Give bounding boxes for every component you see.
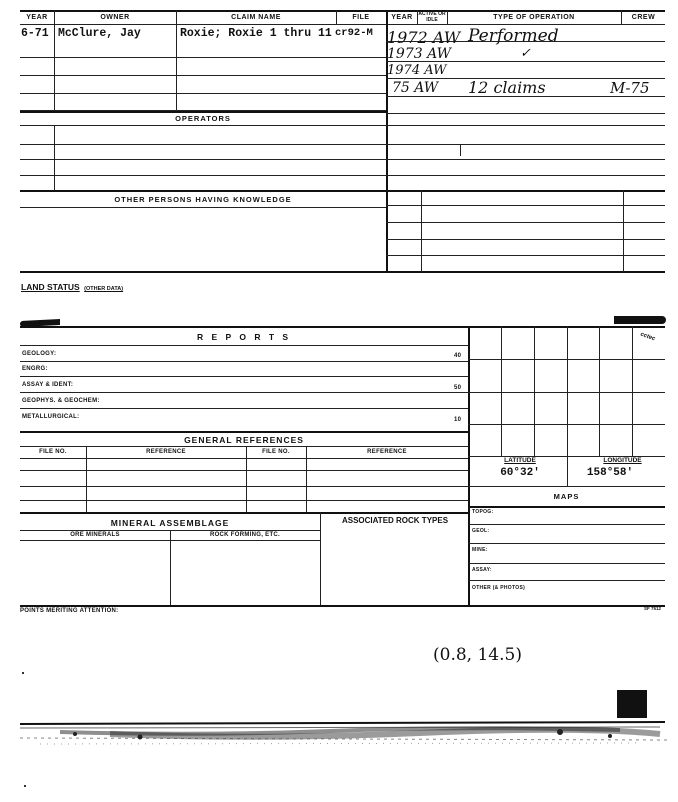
divider — [306, 446, 307, 512]
row-rule — [20, 361, 468, 362]
row-rule — [20, 144, 665, 145]
record-file: cr92-M — [335, 27, 373, 39]
row-rule — [468, 524, 665, 525]
map-row-label: GEOL: — [472, 528, 490, 534]
divider — [421, 190, 422, 272]
col-header-claim-name: CLAIM NAME — [231, 14, 281, 21]
row-rule — [20, 125, 665, 126]
divider — [447, 10, 448, 24]
grid-line — [599, 326, 600, 456]
ore-minerals-header: ORE MINERALS — [70, 532, 120, 538]
col-header-year: YEAR — [26, 14, 48, 21]
divider — [176, 10, 177, 110]
grid-line — [632, 326, 633, 456]
divider — [621, 10, 622, 24]
longitude-value: 158°58' — [586, 467, 634, 479]
row-rule — [20, 392, 468, 393]
reports-heading: R E P O R T S — [196, 332, 292, 342]
land-status-heading — [21, 277, 123, 295]
divider — [417, 10, 418, 24]
row-rule — [20, 446, 468, 447]
row-rule — [20, 486, 468, 487]
ref-header-file-no: FILE NO. — [262, 449, 290, 455]
report-code: 40 — [454, 353, 462, 359]
log-type-1: Performed — [468, 26, 559, 46]
handwritten-coordinates: (0.8, 14.5) — [433, 645, 522, 665]
divider — [54, 10, 55, 110]
latitude-label: LATITUDE — [504, 457, 536, 464]
row-rule — [20, 93, 386, 94]
row-rule — [20, 431, 468, 433]
form-number: SF 7512 — [644, 606, 662, 611]
report-label: ASSAY & IDENT: — [22, 382, 74, 388]
rock-forming-header: ROCK FORMING, ETC. — [209, 532, 281, 538]
row-rule — [468, 580, 665, 581]
grid-line — [501, 326, 502, 456]
maps-heading: MAPS — [553, 492, 580, 501]
row-rule — [20, 458, 468, 459]
col-header-file: FILE — [352, 14, 370, 21]
other-persons-heading: OTHER PERSONS HAVING KNOWLEDGE — [114, 195, 292, 204]
land-status-sublabel: (OTHER DATA) — [84, 286, 124, 292]
divider — [86, 446, 87, 512]
top-border — [20, 10, 665, 12]
row-rule — [20, 159, 665, 160]
scan-artifact — [614, 316, 666, 324]
scan-speck — [22, 672, 24, 674]
col-header-crew: CREW — [631, 14, 656, 21]
log-year-1: 1972 AW — [387, 28, 461, 47]
ref-header-reference: REFERENCE — [146, 449, 186, 455]
divider — [320, 512, 321, 605]
grid-note: cctec — [639, 331, 656, 343]
col-header-year-right: YEAR — [391, 14, 413, 21]
row-rule — [20, 512, 468, 514]
log-crew-4: M-75 — [610, 79, 650, 97]
col-header-type-of-operation: TYPE OF OPERATION — [493, 14, 575, 21]
latitude-value: 60°32' — [500, 467, 540, 479]
section-bottom-rule — [20, 271, 665, 273]
land-status-label: LAND STATUS — [21, 282, 80, 292]
row-rule — [468, 486, 665, 487]
row-rule — [20, 376, 468, 377]
row-rule — [20, 408, 468, 409]
map-row-label: ASSAY: — [472, 567, 492, 573]
row-rule — [468, 543, 665, 544]
report-code: 50 — [454, 385, 462, 391]
row-rule — [20, 470, 468, 471]
grid-line — [468, 392, 665, 393]
ref-header-reference: REFERENCE — [367, 449, 407, 455]
log-type-4: 12 claims — [468, 78, 546, 97]
divider — [460, 144, 461, 156]
row-rule — [20, 75, 386, 76]
general-references-heading: GENERAL REFERENCES — [184, 435, 304, 445]
row-rule — [20, 57, 386, 58]
operators-heading: OPERATORS — [175, 114, 231, 123]
divider — [54, 125, 55, 190]
reports-top-rule — [20, 326, 665, 328]
scan-speck — [24, 785, 26, 787]
col-header-active-idle: ACTIVE OR IDLE — [418, 11, 446, 23]
row-rule — [20, 500, 468, 501]
row-rule — [20, 207, 386, 208]
associated-rock-types-heading: ASSOCIATED ROCK TYPES — [341, 516, 449, 525]
record-claim-name: Roxie; Roxie 1 thru 11 — [180, 27, 332, 40]
record-year: 6-71 — [21, 27, 49, 40]
points-meriting-attention: POINTS MERITING ATTENTION: — [20, 608, 119, 614]
log-year-4: 75 AW — [392, 80, 439, 96]
map-row-label: MINE: — [472, 547, 488, 553]
log-year-2: 1973 AW — [387, 46, 452, 62]
report-code: 10 — [454, 417, 462, 423]
mineral-assemblage-heading: MINERAL ASSEMBLAGE — [110, 518, 230, 528]
ref-header-file-no: FILE NO. — [39, 449, 67, 455]
map-row-label: TOPOG: — [472, 509, 494, 515]
row-rule — [468, 563, 665, 564]
scan-noise-band — [0, 710, 678, 760]
longitude-label: LONGITUDE — [603, 457, 642, 464]
divider — [246, 446, 247, 512]
operators-top-rule — [20, 111, 386, 113]
header-bottom-rule — [20, 24, 665, 25]
report-label: GEOPHYS. & GEOCHEM: — [22, 398, 100, 404]
log-rule — [386, 113, 665, 114]
grid-line — [468, 359, 665, 360]
row-rule — [20, 345, 468, 346]
report-label: METALLURGICAL: — [22, 414, 80, 420]
divider — [336, 10, 337, 24]
map-row-label: OTHER (& PHOTOS) — [472, 585, 526, 591]
divider — [170, 530, 171, 605]
row-rule — [468, 506, 665, 508]
reports-bottom-rule — [20, 605, 665, 607]
log-type-2: ✓ — [520, 46, 531, 61]
row-rule — [20, 175, 665, 176]
report-label: GEOLOGY: — [22, 351, 57, 357]
log-year-3: 1974 AW — [387, 63, 447, 78]
grid-line — [567, 326, 568, 486]
col-header-owner: OWNER — [100, 14, 130, 21]
grid-line — [468, 424, 665, 425]
report-label: ENGRG: — [22, 366, 48, 372]
divider — [623, 190, 624, 272]
record-owner: McClure, Jay — [58, 27, 141, 40]
other-persons-top-rule — [20, 190, 665, 192]
grid-line — [534, 326, 535, 456]
